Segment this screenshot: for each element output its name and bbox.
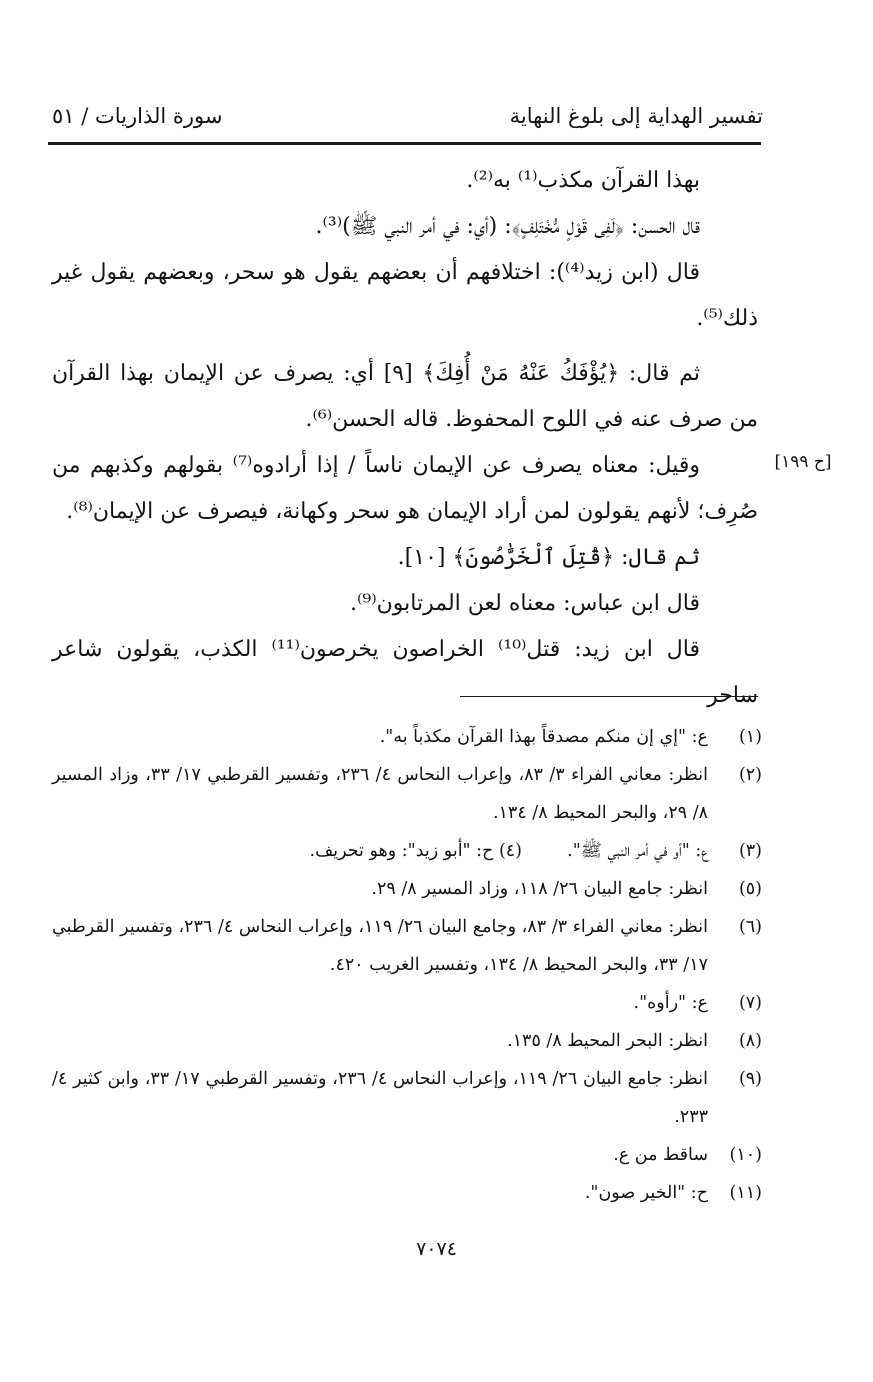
footnote	[52, 984, 762, 1022]
paragraph-3: قال (ابن زيد⁽⁴⁾): اختلافهم أن بعضهم يقول هو سحر، وبعضهم يقول غير ذلك⁽⁵⁾.	[52, 260, 758, 331]
paragraph-4: ثم قال: ﴿يُؤْفَكُ عَنْهُ مَنْ أُفِكَ﴾ [٩] أي: يصرف عن الإيمان بهذا القرآن من صرف عنه في اللوح المحفوظ. قاله الحسن⁽⁶⁾.	[52, 361, 758, 432]
surah-page-label: سورة الذاريات / ٥١	[52, 104, 223, 128]
footnote-number: (١)	[738, 727, 762, 747]
footnote-number: (٥)	[738, 879, 762, 899]
footnote	[52, 908, 762, 984]
footnote	[52, 1136, 762, 1174]
footnote-text: انظر: معاني الفراء ٣/ ٨٣، وإعراب النحاس ٤/ ٢٣٦، وتفسير القرطبي ١٧/ ٣٣، وزاد المسير ٨/ ٢٩، والبحر المحيط ٨/ ١٣٤.	[52, 765, 708, 823]
paragraph-7: قال ابن عباس: معناه لعن المرتابون⁽⁹⁾.	[350, 591, 700, 616]
footnote-number: (٢)	[738, 765, 762, 785]
footnote-number: (٨)	[738, 1031, 762, 1051]
footnote-text: ع: "إي إن منكم مصدقاً بهذا القرآن مكذباً به".	[379, 727, 708, 747]
footnote-text: انظر: جامع البيان ٢٦/ ١١٩، وإعراب النحاس ٤/ ٢٣٦، وتفسير القرطبي ١٧/ ٣٣، وابن كثير ٤/ ٢٣٣.	[52, 1069, 708, 1127]
footnote-text-inline: ح: "أبو زيد": وهو تحريف.	[309, 841, 494, 861]
page-number: ٧٠٧٤	[416, 1238, 457, 1260]
footnote-text: ح: "الخير صون".	[584, 1183, 708, 1203]
footnote-number: (٦)	[738, 917, 762, 937]
footnote-text: ع: "أو في أمر النبي ﷺ".	[567, 841, 708, 861]
manuscript-folio-marker: [ح ١٩٩]	[774, 452, 832, 472]
footnote-number-inline: (٤)	[498, 841, 522, 861]
footnote	[52, 756, 762, 832]
footnote-text: ساقط من ع.	[613, 1145, 708, 1165]
book-title: تفسير الهداية إلى بلوغ النهاية	[509, 104, 763, 128]
footnote	[52, 870, 762, 908]
footnote-text: انظر: البحر المحيط ٨/ ١٣٥.	[507, 1031, 708, 1051]
paragraph-6: ثم قال: ﴿قُتِلَ ٱلْخَرَّٰصُونَ﴾ [١٠].	[397, 545, 700, 570]
footnote-number: (٧)	[738, 993, 762, 1013]
footnote-text: انظر: معاني الفراء ٣/ ٨٣، وجامع البيان ٢٦/ ١١٩، وإعراب النحاس ٤/ ٢٣٦، وتفسير القرطبي ١٧/ ٣٣، والبحر المحيط ٨/ ١٣٤، وتفسير الغريب ٤٢٠.	[52, 917, 708, 975]
paragraph-5: وقيل: معناه يصرف عن الإيمان ناساً / إذا أرادوه⁽⁷⁾ بقولهم وكذبهم من صُرِف؛ لأنهم يقولون لمن أراد الإيمان هو سحر وكهانة، فيصرف عن الإيمان⁽⁸⁾.	[52, 453, 758, 524]
footnote	[52, 718, 762, 756]
footnotes	[52, 718, 762, 1212]
paragraph-8: قال ابن زيد: قتل⁽¹⁰⁾ الخراصون يخرصون⁽¹¹⁾ الكذب، يقولون شاعر ساحر	[52, 637, 758, 708]
footnote-text: ع: "رأوه".	[633, 993, 708, 1013]
running-head	[52, 96, 763, 136]
footnote-number: (٩)	[738, 1069, 762, 1089]
paragraph-1: بهذا القرآن مكذب⁽¹⁾ به⁽²⁾.	[466, 168, 700, 193]
footnote	[52, 1060, 762, 1136]
footnote-number: (١١)	[729, 1183, 762, 1203]
footnote	[52, 1022, 762, 1060]
paragraph-2: قال الحسن: ﴿لَفِى قَوْلٍ مُّخْتَلِفٍ﴾: (أي: في أمر النبي ﷺ)⁽³⁾.	[315, 214, 700, 239]
footnote	[52, 832, 762, 870]
footnote-text: انظر: جامع البيان ٢٦/ ١١٨، وزاد المسير ٨/ ٢٩.	[371, 879, 708, 899]
footnote-number: (٣)	[738, 841, 762, 861]
footnote-separator	[460, 696, 758, 697]
header-rule	[48, 142, 761, 145]
footnote	[52, 1174, 762, 1212]
footnote-number: (١٠)	[729, 1145, 762, 1165]
main-text	[52, 158, 758, 719]
